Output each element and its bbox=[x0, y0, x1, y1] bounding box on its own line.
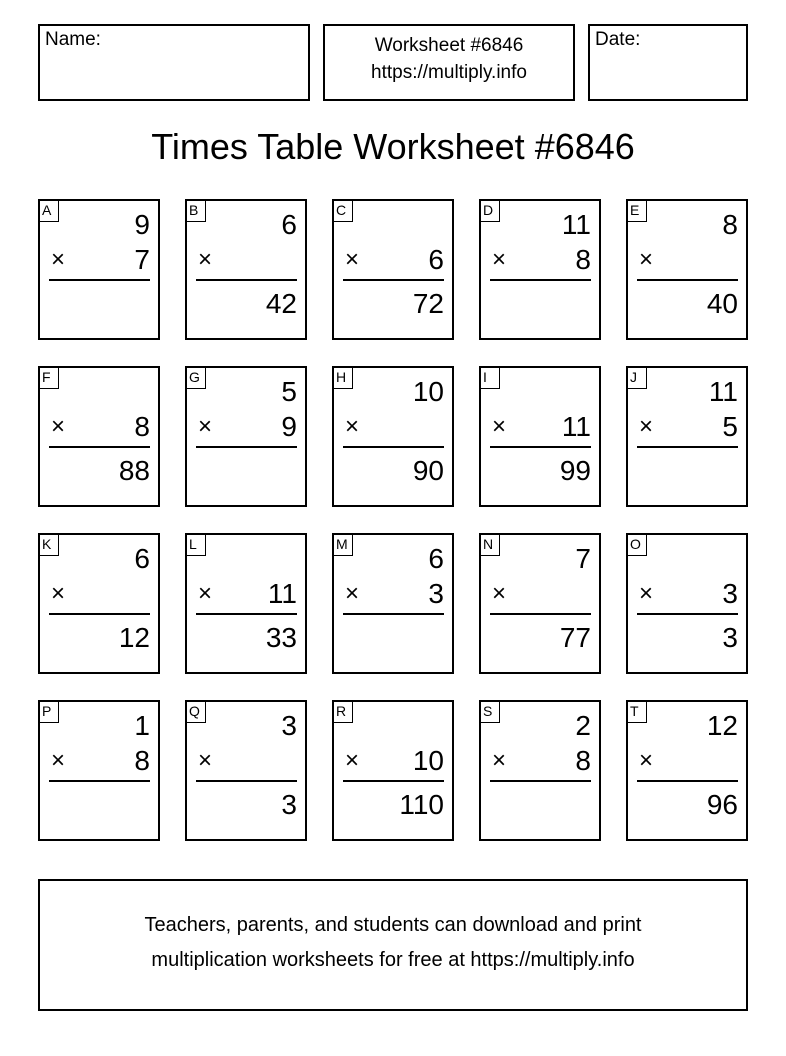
multiply-sign: × bbox=[51, 246, 66, 273]
answer-rule bbox=[196, 279, 297, 281]
problem-top-number: 8 bbox=[722, 209, 738, 240]
answer-rule bbox=[343, 446, 444, 448]
footer-note bbox=[38, 879, 748, 1011]
problem-bottom-number: 8 bbox=[134, 411, 150, 442]
date-field[interactable] bbox=[588, 24, 748, 101]
worksheet-info-box bbox=[323, 24, 575, 101]
multiply-sign: × bbox=[345, 246, 360, 273]
problem-bottom-number: 10 bbox=[412, 745, 444, 776]
problem-card[interactable] bbox=[332, 533, 454, 674]
answer-rule bbox=[343, 780, 444, 782]
problem-card[interactable] bbox=[38, 533, 160, 674]
problem-label: F bbox=[40, 368, 59, 389]
problem-card[interactable] bbox=[479, 366, 601, 507]
problem-card[interactable] bbox=[185, 366, 307, 507]
problem-bottom-number: 3 bbox=[722, 578, 738, 609]
problem-label: N bbox=[481, 535, 500, 556]
multiply-sign: × bbox=[345, 747, 360, 774]
multiply-sign: × bbox=[492, 580, 507, 607]
multiply-sign: × bbox=[198, 246, 213, 273]
problem-card[interactable] bbox=[332, 199, 454, 340]
multiply-sign: × bbox=[51, 580, 66, 607]
problem-answer: 99 bbox=[559, 455, 591, 486]
problem-label: G bbox=[187, 368, 206, 389]
problem-answer: 33 bbox=[265, 622, 297, 653]
answer-rule bbox=[343, 279, 444, 281]
problem-label: J bbox=[628, 368, 647, 389]
problem-answer: 12 bbox=[118, 622, 150, 653]
problem-top-number: 9 bbox=[134, 209, 150, 240]
date-label: Date: bbox=[595, 29, 641, 50]
problem-bottom-number: 9 bbox=[281, 411, 297, 442]
problem-label: I bbox=[481, 368, 500, 389]
name-label: Name: bbox=[45, 29, 101, 50]
problem-label: K bbox=[40, 535, 59, 556]
problem-top-number: 12 bbox=[706, 710, 738, 741]
footer-line-1: Teachers, parents, and students can download and print bbox=[144, 914, 642, 936]
name-field[interactable] bbox=[38, 24, 310, 101]
answer-rule bbox=[490, 780, 591, 782]
multiply-sign: × bbox=[51, 413, 66, 440]
problem-card[interactable] bbox=[38, 199, 160, 340]
problem-card[interactable] bbox=[332, 366, 454, 507]
problem-card[interactable] bbox=[626, 533, 748, 674]
problem-top-number: 3 bbox=[281, 710, 297, 741]
problem-label: S bbox=[481, 702, 500, 723]
answer-rule bbox=[637, 446, 738, 448]
problem-top-number: 10 bbox=[412, 376, 444, 407]
problem-top-number: 6 bbox=[281, 209, 297, 240]
problem-answer: 72 bbox=[412, 288, 444, 319]
problem-top-number: 11 bbox=[708, 376, 738, 407]
problem-card[interactable] bbox=[626, 199, 748, 340]
multiply-sign: × bbox=[492, 413, 507, 440]
multiply-sign: × bbox=[639, 246, 654, 273]
problem-top-number: 11 bbox=[561, 209, 591, 240]
problem-top-number: 2 bbox=[575, 710, 591, 741]
problem-card[interactable] bbox=[479, 199, 601, 340]
problem-top-number: 1 bbox=[134, 710, 150, 741]
problem-label: T bbox=[628, 702, 647, 723]
problem-card[interactable] bbox=[185, 700, 307, 841]
problem-bottom-number: 3 bbox=[428, 578, 444, 609]
answer-rule bbox=[343, 613, 444, 615]
problem-card[interactable] bbox=[332, 700, 454, 841]
problem-bottom-number: 8 bbox=[575, 244, 591, 275]
problem-answer: 88 bbox=[118, 455, 150, 486]
problem-bottom-number: 11 bbox=[561, 411, 591, 442]
problem-answer: 3 bbox=[722, 622, 738, 653]
problem-answer: 96 bbox=[706, 789, 738, 820]
problem-card[interactable] bbox=[626, 700, 748, 841]
problem-top-number: 6 bbox=[428, 543, 444, 574]
problem-label: B bbox=[187, 201, 206, 222]
multiply-sign: × bbox=[639, 747, 654, 774]
problem-label: E bbox=[628, 201, 647, 222]
answer-rule bbox=[49, 279, 150, 281]
problem-label: M bbox=[334, 535, 353, 556]
answer-rule bbox=[49, 446, 150, 448]
multiply-sign: × bbox=[198, 580, 213, 607]
answer-rule bbox=[196, 780, 297, 782]
problem-answer: 77 bbox=[559, 622, 591, 653]
footer-line-2: multiplication worksheets for free at https://multiply.info bbox=[151, 949, 635, 971]
answer-rule bbox=[637, 279, 738, 281]
answer-rule bbox=[490, 446, 591, 448]
problem-bottom-number: 6 bbox=[428, 244, 444, 275]
multiply-sign: × bbox=[492, 246, 507, 273]
page-title: Times Table Worksheet #6846 bbox=[151, 126, 635, 167]
problem-label: C bbox=[334, 201, 353, 222]
problem-label: Q bbox=[187, 702, 206, 723]
problem-top-number: 7 bbox=[575, 543, 591, 574]
answer-rule bbox=[490, 279, 591, 281]
problem-card[interactable] bbox=[479, 700, 601, 841]
problem-label: A bbox=[40, 201, 59, 222]
problem-bottom-number: 8 bbox=[134, 745, 150, 776]
answer-rule bbox=[196, 613, 297, 615]
problem-label: L bbox=[187, 535, 206, 556]
problem-top-number: 6 bbox=[134, 543, 150, 574]
answer-rule bbox=[637, 780, 738, 782]
problem-card[interactable] bbox=[185, 533, 307, 674]
problem-bottom-number: 7 bbox=[134, 244, 150, 275]
problem-bottom-number: 8 bbox=[575, 745, 591, 776]
answer-rule bbox=[49, 613, 150, 615]
multiply-sign: × bbox=[198, 747, 213, 774]
problem-label: O bbox=[628, 535, 647, 556]
multiply-sign: × bbox=[639, 413, 654, 440]
problem-card[interactable] bbox=[38, 366, 160, 507]
problem-label: R bbox=[334, 702, 353, 723]
problem-top-number: 5 bbox=[281, 376, 297, 407]
problem-bottom-number: 11 bbox=[267, 578, 297, 609]
problem-bottom-number: 5 bbox=[722, 411, 738, 442]
problem-label: P bbox=[40, 702, 59, 723]
problem-label: H bbox=[334, 368, 353, 389]
problem-label: D bbox=[481, 201, 500, 222]
problem-card[interactable] bbox=[626, 366, 748, 507]
problem-answer: 90 bbox=[412, 455, 444, 486]
worksheet-id: Worksheet #6846 bbox=[374, 35, 524, 56]
worksheet-url: https://multiply.info bbox=[371, 62, 527, 83]
answer-rule bbox=[490, 613, 591, 615]
multiply-sign: × bbox=[345, 580, 360, 607]
multiply-sign: × bbox=[51, 747, 66, 774]
multiply-sign: × bbox=[198, 413, 213, 440]
problem-card[interactable] bbox=[185, 199, 307, 340]
multiply-sign: × bbox=[639, 580, 654, 607]
multiply-sign: × bbox=[345, 413, 360, 440]
multiply-sign: × bbox=[492, 747, 507, 774]
problem-answer: 42 bbox=[265, 288, 297, 319]
answer-rule bbox=[49, 780, 150, 782]
problem-answer: 110 bbox=[399, 789, 444, 820]
problem-card[interactable] bbox=[479, 533, 601, 674]
problem-card[interactable] bbox=[38, 700, 160, 841]
problem-answer: 3 bbox=[281, 789, 297, 820]
answer-rule bbox=[196, 446, 297, 448]
answer-rule bbox=[637, 613, 738, 615]
problem-answer: 40 bbox=[706, 288, 738, 319]
